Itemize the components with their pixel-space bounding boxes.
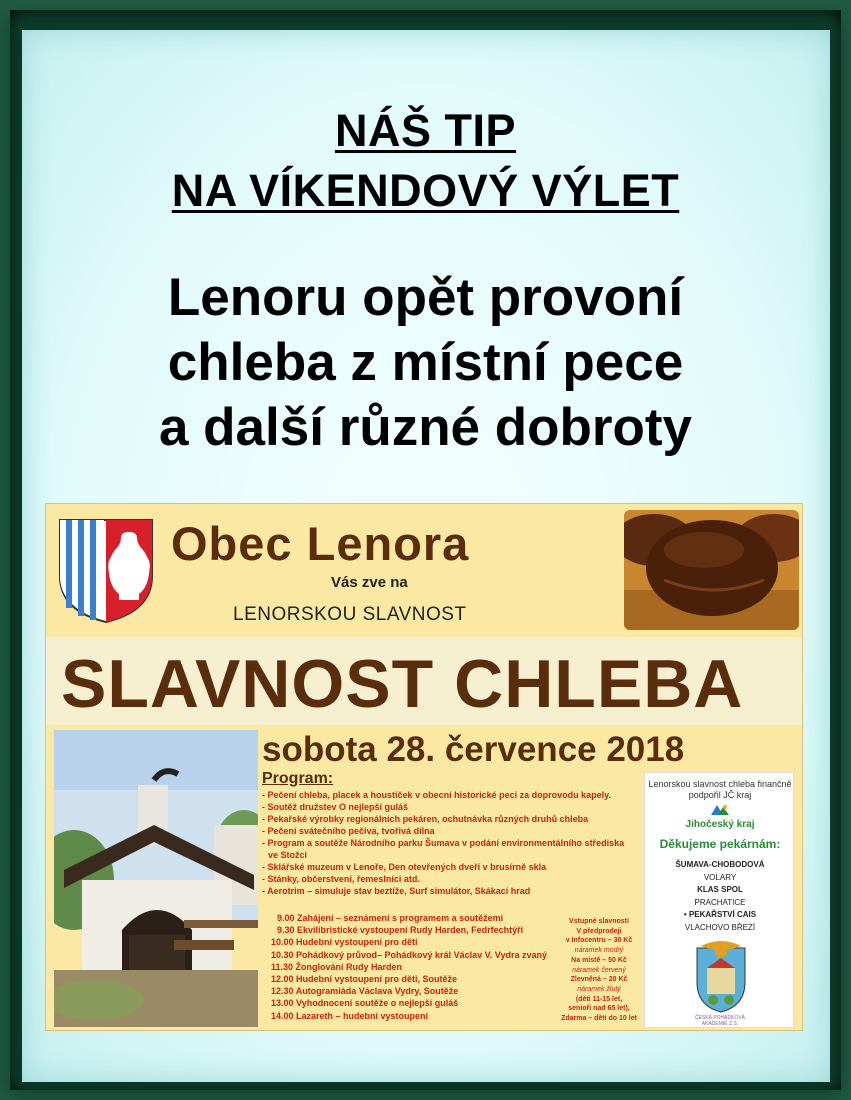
fairy-academy-logo-icon [693,938,749,1014]
event-title: SLAVNOST CHLEBA [61,646,744,722]
schedule-item: 10.30 Pohádkový průvod– Pohádkový král Václav V. Vydra zvaný [271,949,547,960]
list-item: - Pekařské výrobky regionálních pekáren, ochutnávka různých druhů chleba [262,814,589,824]
bakery-item: VOLARY [703,872,737,882]
schedule-item: 9.00 Zahájení – seznámení s programem a soutěžemi [277,913,504,923]
schedule-list [271,912,561,1022]
village-name: Obec Lenora [171,517,470,570]
entry-line: Zdarma – děti do 10 let [561,1015,637,1023]
entry-line: V předprodeji [576,927,622,935]
program-list [262,789,642,897]
entry-fee-box [552,917,646,1024]
headline-line1: Lenoru opět provoní [167,268,684,327]
bakery-item: PRACHATICE [694,897,746,907]
academy-line: ČESKÁ POHÁDKOVÁ [694,1015,745,1021]
sponsor-box [644,772,794,1028]
event-subtitle: LENORSKOU SLAVNOST [233,604,467,625]
bakery-item: VLACHOVO BŘEZÍ [684,922,756,932]
list-item: - Sklářské muzeum v Lenoře, Den otevřených dveří v brusírně skla [262,862,547,872]
bakery-item: KLAS SPOL [697,885,743,894]
schedule-item: 9.30 Ekvilibristické vystoupení Rudy Harden, Fedrfechtýři [277,925,524,936]
entry-line: Vstupné slavnosti [569,918,629,925]
schedule-item: 11.30 Žonglování Rudy Harden [271,961,403,972]
event-date: sobota 28. července 2018 [262,730,685,769]
entry-line: náramek žlutý [577,985,621,993]
schedule-item: 14.00 Lazareth – hudební vystoupení [271,1010,429,1021]
sponsor-note-line: Lenorskou slavnost chleba finančně [648,779,792,789]
sponsor-note-line: podpořil JČ kraj [688,790,752,800]
list-item: - Pečení chleba, placek a houstiček v obecní historické peci za doprovodu kapely. [262,790,611,800]
tip-title-line1: NÁŠ TIP [334,105,517,156]
tip-title-line2: NA VÍKENDOVÝ VÝLET [171,165,680,216]
list-item: - Stánky, občerstvení, řemeslníci atd. [262,874,420,884]
headline-line3: a další různé dobroty [158,398,693,457]
sponsor-note [645,779,795,801]
coat-of-arms-icon [56,516,156,624]
entry-line: (děti 11-15 let, [575,995,623,1003]
bread-photo [624,510,799,630]
list-item: - Program a soutěže Národního parku Šumava v podání environmentálního střediska [262,838,625,848]
thanks-title: Děkujeme pekárnám: [659,837,781,851]
region-logo-icon [709,803,731,817]
bakery-item: ŠUMAVA-CHOBODOVÁ [675,860,765,869]
invite-text: Vás zve na [331,574,408,591]
entry-line: náramek modrý [574,947,624,955]
region-name: Jihočeský kraj [685,819,755,830]
bakery-list [645,859,795,934]
schedule-item: 12.30 Autogramiáda Václava Vydry, Soutěže [271,986,459,997]
schedule-item: 12.00 Hudební vystoupení pro děti, Soutěže [271,974,458,985]
program-title: Program: [262,770,334,787]
list-item: - Soutěž družstev O nejlepší guláš [262,802,409,812]
entry-line: v Infocentru – 30 Kč [565,937,633,945]
entry-line: náramek červený [572,966,626,974]
event-poster [45,503,803,1031]
list-item: - Pečení svátečního pečiva, tvořivá dílna [262,826,435,836]
academy-caption [645,1015,795,1027]
schedule-item: 13.00 Vyhodnocení soutěže o nejlepší guláš [271,998,459,1009]
bakery-item: • PEKAŘSTVÍ CAIS [683,910,757,919]
academy-line: AKADEMIE Z.S. [701,1021,739,1027]
schedule-item: 10.00 Hudební vystoupení pro děti [271,937,418,948]
entry-line: senioři nad 65 let), [568,1005,630,1013]
bakery-oven-photo [54,730,258,1027]
list-item: ve Stožci [268,850,308,860]
entry-line: Zlevněná – 20 Kč [570,976,628,984]
list-item: - Aerotrim – simuluje stav beztíže, Surf simulátor, Skákací hrad [262,886,531,896]
entry-line: Na místě – 50 Kč [571,956,627,964]
headline-line2: chleba z místní pece [167,333,684,392]
